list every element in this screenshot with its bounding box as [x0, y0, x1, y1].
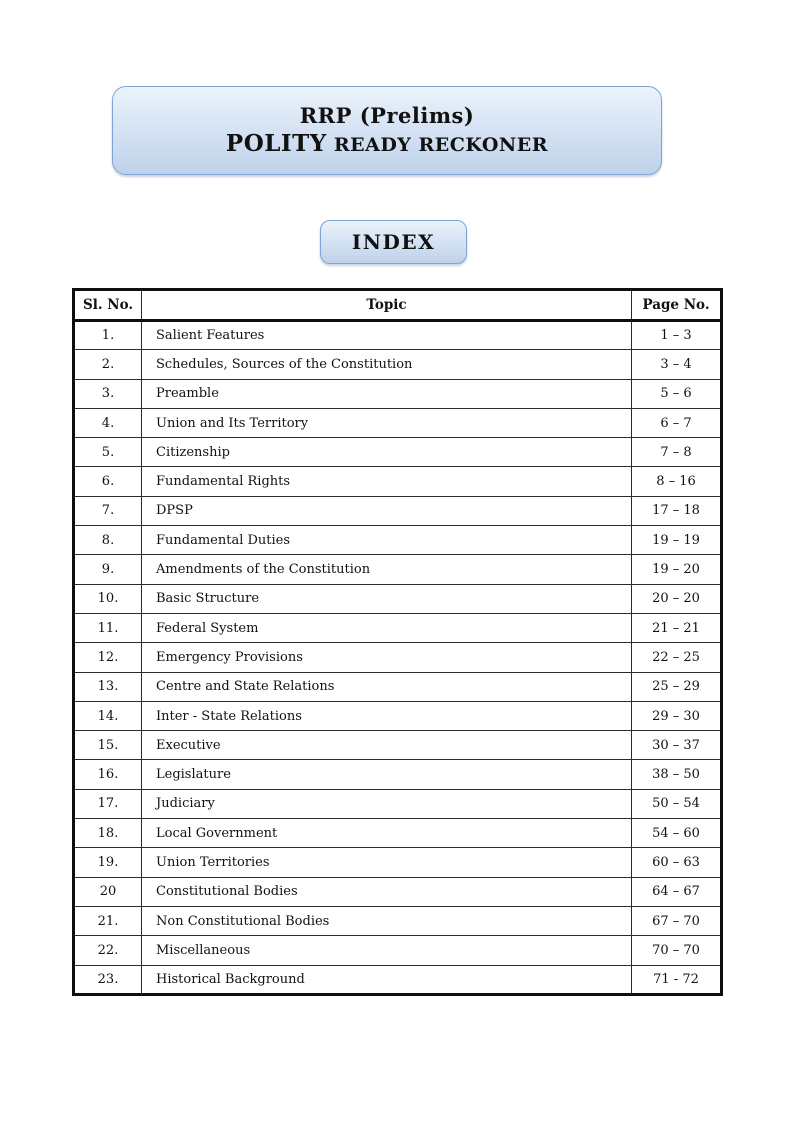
cell-page-no: 38 – 50 — [632, 760, 722, 789]
cell-page-no: 7 – 8 — [632, 438, 722, 467]
cell-topic: Inter - State Relations — [142, 701, 632, 730]
cell-topic: Salient Features — [142, 321, 632, 350]
cell-topic: Miscellaneous — [142, 936, 632, 965]
title-banner — [112, 86, 662, 175]
cell-sl-no: 15. — [74, 731, 142, 760]
table-row — [74, 408, 722, 437]
table-row — [74, 819, 722, 848]
cell-page-no: 64 – 67 — [632, 877, 722, 906]
table-row — [74, 848, 722, 877]
cell-topic: Constitutional Bodies — [142, 877, 632, 906]
table-row — [74, 701, 722, 730]
header-topic: Topic — [142, 290, 632, 321]
cell-sl-no: 17. — [74, 789, 142, 818]
table-row — [74, 965, 722, 994]
table-row — [74, 672, 722, 701]
cell-topic: Non Constitutional Bodies — [142, 906, 632, 935]
document-title-suffix: READY RECKONER — [326, 134, 549, 157]
cell-topic: Fundamental Duties — [142, 526, 632, 555]
cell-sl-no: 10. — [74, 584, 142, 613]
cell-topic: Basic Structure — [142, 584, 632, 613]
index-heading-box — [320, 220, 467, 264]
table-row — [74, 936, 722, 965]
cell-topic: Executive — [142, 731, 632, 760]
cell-topic: Centre and State Relations — [142, 672, 632, 701]
table-row — [74, 789, 722, 818]
cell-page-no: 50 – 54 — [632, 789, 722, 818]
table-row — [74, 496, 722, 525]
document-title-subject: POLITY — [225, 130, 327, 158]
cell-topic: Legislature — [142, 760, 632, 789]
cell-sl-no: 20 — [74, 877, 142, 906]
header-sl-no: Sl. No. — [74, 290, 142, 321]
cell-topic: Federal System — [142, 613, 632, 642]
cell-sl-no: 23. — [74, 965, 142, 994]
cell-sl-no: 7. — [74, 496, 142, 525]
table-row — [74, 555, 722, 584]
cell-topic: Emergency Provisions — [142, 643, 632, 672]
cell-sl-no: 18. — [74, 819, 142, 848]
cell-page-no: 8 – 16 — [632, 467, 722, 496]
cell-page-no: 70 – 70 — [632, 936, 722, 965]
cell-sl-no: 9. — [74, 555, 142, 584]
cell-page-no: 19 – 20 — [632, 555, 722, 584]
document-title-line2 — [226, 129, 548, 159]
cell-page-no: 5 – 6 — [632, 379, 722, 408]
cell-sl-no: 1. — [74, 321, 142, 350]
cell-sl-no: 11. — [74, 613, 142, 642]
header-page-no: Page No. — [632, 290, 722, 321]
cell-page-no: 54 – 60 — [632, 819, 722, 848]
cell-page-no: 21 – 21 — [632, 613, 722, 642]
table-row — [74, 584, 722, 613]
cell-topic: Union and Its Territory — [142, 408, 632, 437]
cell-sl-no: 14. — [74, 701, 142, 730]
cell-sl-no: 21. — [74, 906, 142, 935]
cell-topic: Amendments of the Constitution — [142, 555, 632, 584]
cell-topic: Citizenship — [142, 438, 632, 467]
cell-sl-no: 4. — [74, 408, 142, 437]
cell-sl-no: 12. — [74, 643, 142, 672]
cell-sl-no: 5. — [74, 438, 142, 467]
cell-sl-no: 8. — [74, 526, 142, 555]
cell-page-no: 17 – 18 — [632, 496, 722, 525]
cell-topic: Local Government — [142, 819, 632, 848]
cell-sl-no: 2. — [74, 350, 142, 379]
table-row — [74, 760, 722, 789]
table-row — [74, 643, 722, 672]
cell-topic: DPSP — [142, 496, 632, 525]
index-table — [72, 288, 723, 996]
index-table-body — [74, 321, 722, 995]
cell-topic: Union Territories — [142, 848, 632, 877]
table-row — [74, 438, 722, 467]
table-row — [74, 877, 722, 906]
document-title-line1: RRP (Prelims) — [299, 102, 475, 128]
cell-topic: Historical Background — [142, 965, 632, 994]
cell-page-no: 25 – 29 — [632, 672, 722, 701]
cell-sl-no: 22. — [74, 936, 142, 965]
cell-page-no: 67 – 70 — [632, 906, 722, 935]
cell-topic: Preamble — [142, 379, 632, 408]
table-row — [74, 379, 722, 408]
index-heading-label: INDEX — [351, 230, 436, 254]
cell-page-no: 19 – 19 — [632, 526, 722, 555]
index-table-header — [74, 290, 722, 321]
cell-sl-no: 3. — [74, 379, 142, 408]
table-row — [74, 526, 722, 555]
cell-page-no: 3 – 4 — [632, 350, 722, 379]
cell-sl-no: 6. — [74, 467, 142, 496]
cell-topic: Schedules, Sources of the Constitution — [142, 350, 632, 379]
cell-sl-no: 16. — [74, 760, 142, 789]
table-row — [74, 467, 722, 496]
cell-page-no: 6 – 7 — [632, 408, 722, 437]
cell-topic: Fundamental Rights — [142, 467, 632, 496]
cell-page-no: 71 - 72 — [632, 965, 722, 994]
cell-page-no: 20 – 20 — [632, 584, 722, 613]
table-row — [74, 906, 722, 935]
cell-topic: Judiciary — [142, 789, 632, 818]
cell-page-no: 29 – 30 — [632, 701, 722, 730]
cell-page-no: 1 – 3 — [632, 321, 722, 350]
cell-page-no: 60 – 63 — [632, 848, 722, 877]
cell-page-no: 22 – 25 — [632, 643, 722, 672]
table-row — [74, 613, 722, 642]
cell-sl-no: 19. — [74, 848, 142, 877]
header-row — [74, 290, 722, 321]
cell-page-no: 30 – 37 — [632, 731, 722, 760]
table-row — [74, 731, 722, 760]
table-row — [74, 350, 722, 379]
cell-sl-no: 13. — [74, 672, 142, 701]
table-row — [74, 321, 722, 350]
